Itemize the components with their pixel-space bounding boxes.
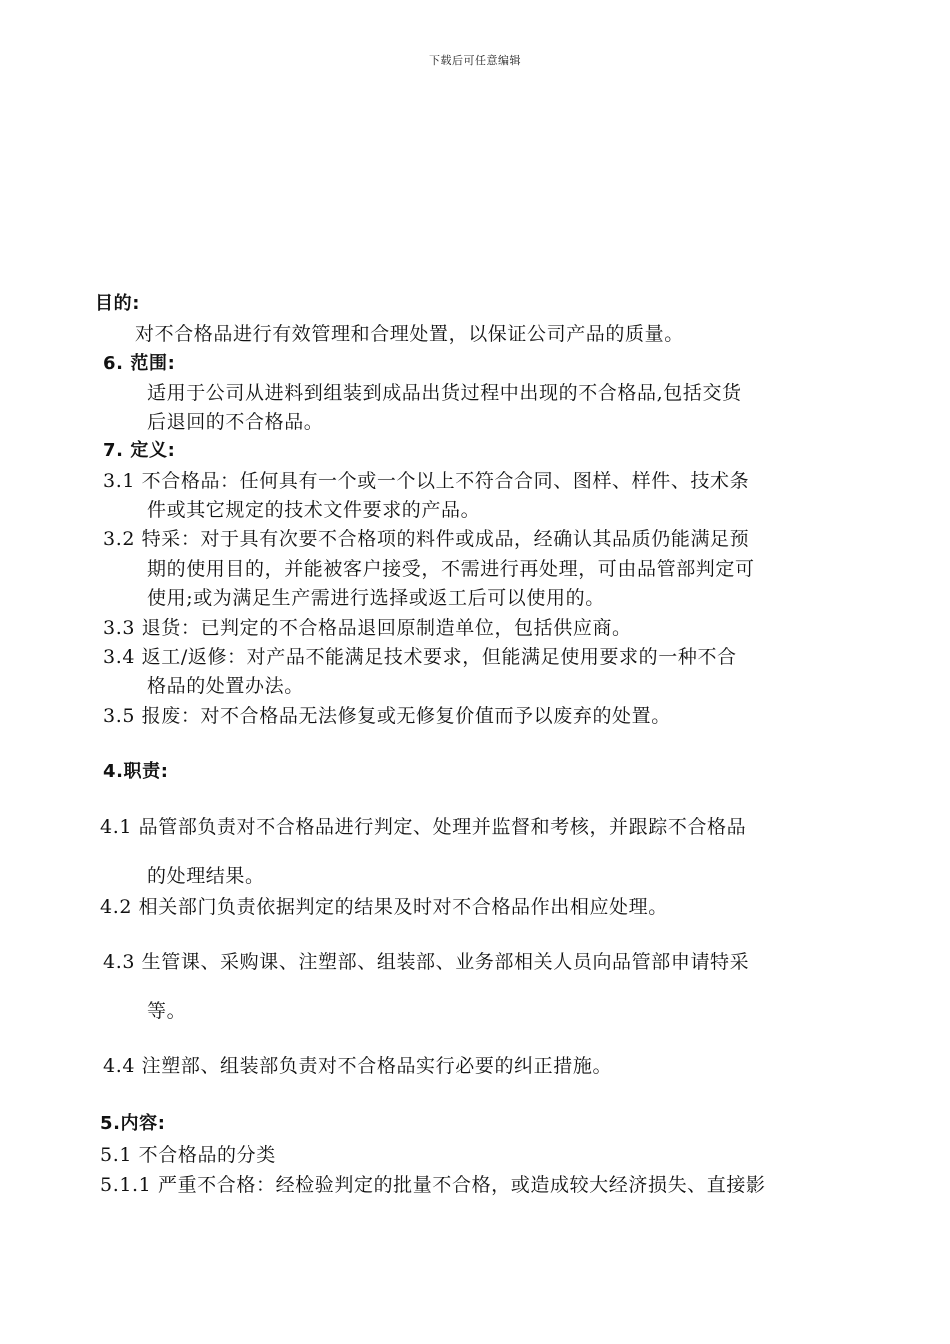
heading-purpose: 目的: xyxy=(95,293,140,314)
content-5-1-1: 5.1.1 严重不合格：经检验判定的批量不合格，或造成较大经济损失、直接影 xyxy=(100,1174,766,1196)
responsibility-4-3-line-1: 4.3 生管课、采购课、注塑部、组装部、业务部相关人员向品管部申请特采 xyxy=(103,951,750,973)
purpose-text: 对不合格品进行有效管理和合理处置，以保证公司产品的质量。 xyxy=(135,323,684,345)
definition-3-1-line-1: 3.1 不合格品：任何具有一个或一个以上不符合合同、图样、样件、技术条 xyxy=(103,470,750,492)
definition-3-2-line-1: 3.2 特采：对于具有次要不合格项的料件或成品，经确认其品质仍能满足预 xyxy=(103,528,750,550)
definition-3-5: 3.5 报废：对不合格品无法修复或无修复价值而予以废弃的处置。 xyxy=(103,705,671,727)
heading-content: 5.内容: xyxy=(100,1113,166,1134)
definition-3-2-line-3: 使用;或为满足生产需进行选择或返工后可以使用的。 xyxy=(147,587,605,609)
definition-3-4-line-1: 3.4 返工/返修：对产品不能满足技术要求，但能满足使用要求的一种不合 xyxy=(103,646,737,668)
heading-responsibilities: 4.职责: xyxy=(103,761,169,782)
responsibility-4-3-line-2: 等。 xyxy=(147,1000,187,1022)
responsibility-4-1-line-2: 的处理结果。 xyxy=(147,865,265,887)
responsibility-4-2: 4.2 相关部门负责依据判定的结果及时对不合格品作出相应处理。 xyxy=(100,896,668,918)
content-5-1: 5.1 不合格品的分类 xyxy=(100,1144,276,1166)
definition-3-3: 3.3 退货：已判定的不合格品退回原制造单位，包括供应商。 xyxy=(103,617,632,639)
scope-text-line-1: 适用于公司从进料到组装到成品出货过程中出现的不合格品,包括交货 xyxy=(147,382,742,404)
definition-3-4-line-2: 格品的处置办法。 xyxy=(147,675,304,697)
heading-scope: 6. 范围: xyxy=(103,353,176,374)
responsibility-4-4: 4.4 注塑部、组装部负责对不合格品实行必要的纠正措施。 xyxy=(103,1055,613,1077)
scope-text-line-2: 后退回的不合格品。 xyxy=(147,411,324,433)
heading-definitions: 7. 定义: xyxy=(103,440,176,461)
definition-3-2-line-2: 期的使用目的，并能被客户接受，不需进行再处理，可由品管部判定可 xyxy=(147,558,755,580)
header-note: 下载后可任意编辑 xyxy=(429,54,521,67)
definition-3-1-line-2: 件或其它规定的技术文件要求的产品。 xyxy=(147,499,481,521)
responsibility-4-1-line-1: 4.1 品管部负责对不合格品进行判定、处理并监督和考核，并跟踪不合格品 xyxy=(100,816,747,838)
